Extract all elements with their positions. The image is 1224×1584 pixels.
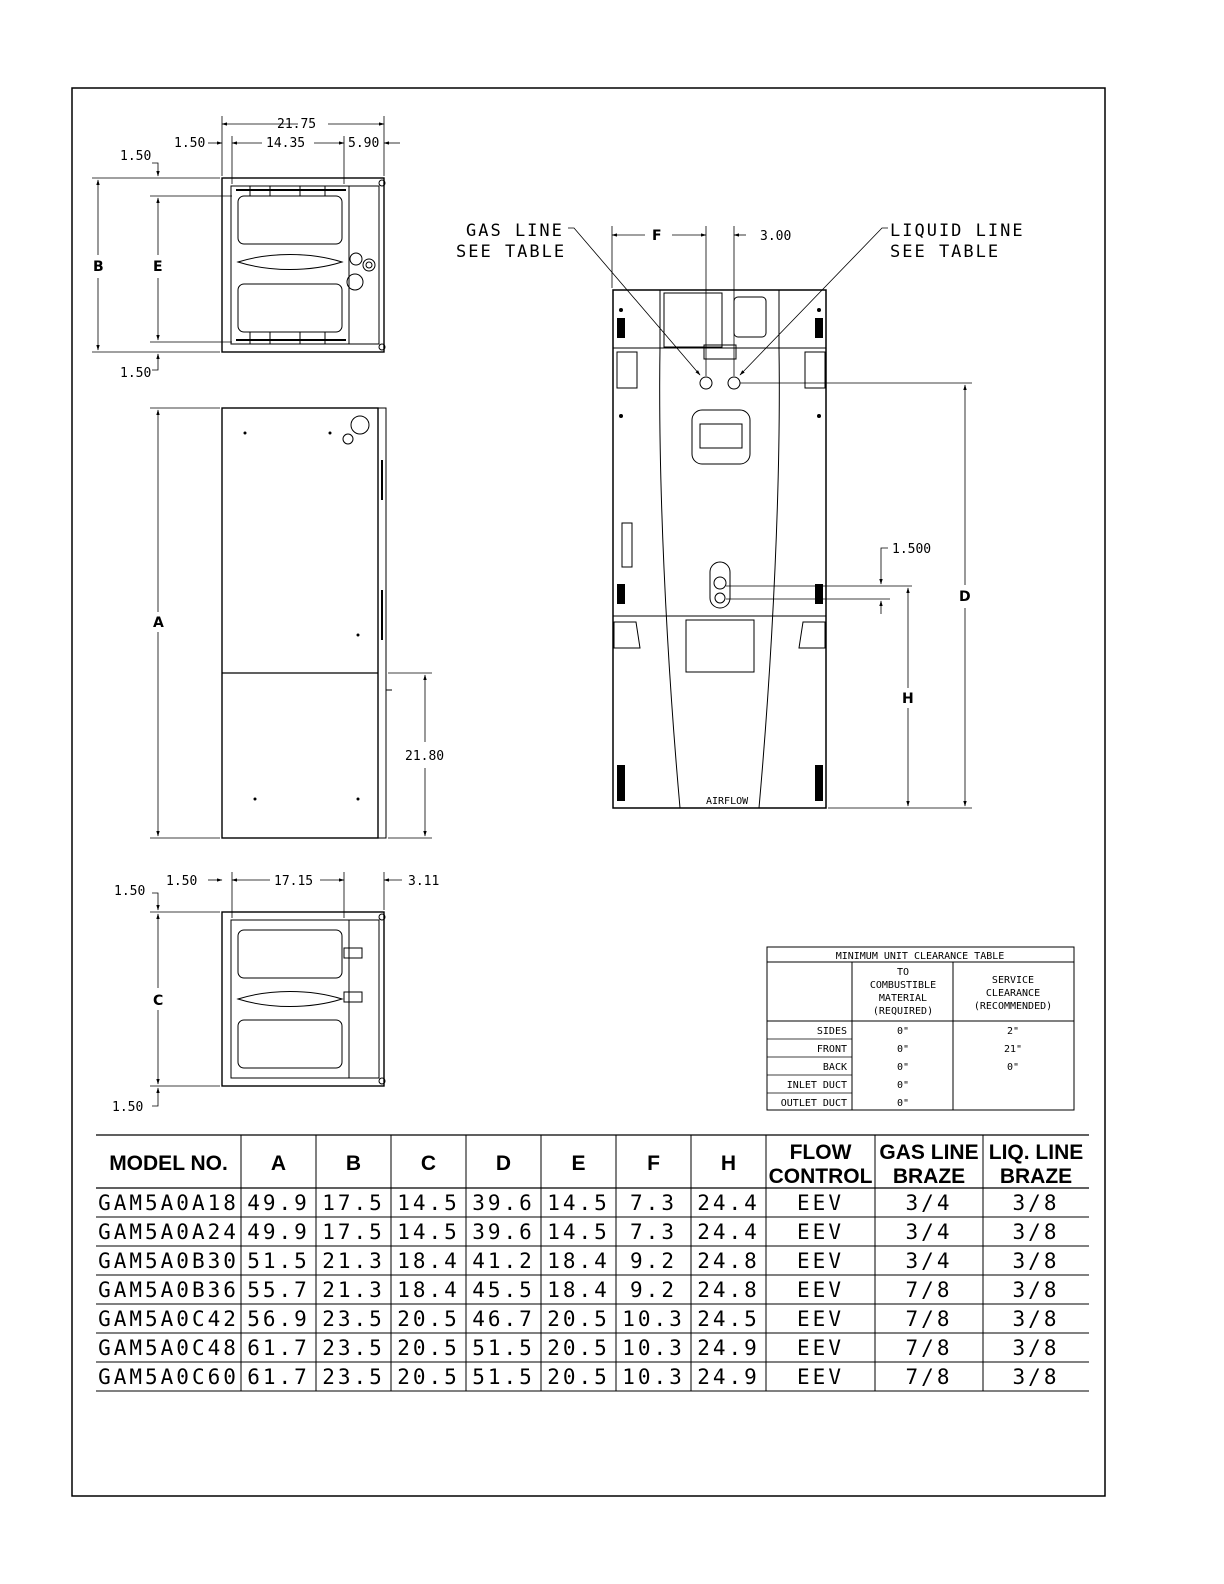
table-cell: 24.4 xyxy=(697,1220,760,1244)
clearance-row-label: SIDES xyxy=(816,1026,847,1037)
model-number-cell: GAM5A0C60 xyxy=(98,1365,239,1389)
clearance-row-label: BACK xyxy=(822,1062,847,1073)
table-cell: 10.3 xyxy=(622,1336,685,1360)
table-cell: EEV xyxy=(797,1278,844,1302)
table-header-cell: E xyxy=(571,1152,586,1175)
table-header-cell: F xyxy=(647,1152,660,1175)
table-header-cell: CONTROL xyxy=(768,1165,873,1188)
gas-line-label: GAS LINE xyxy=(466,221,564,241)
table-cell: 17.5 xyxy=(322,1220,385,1244)
table-cell: 3/4 xyxy=(905,1191,953,1215)
table-cell: 45.5 xyxy=(472,1278,535,1302)
table-cell: 39.6 xyxy=(472,1220,535,1244)
table-cell: EEV xyxy=(797,1249,844,1273)
table-cell: 21.3 xyxy=(322,1249,385,1273)
dim-bottom-bottom-offset: 1.50 xyxy=(112,1100,144,1115)
dim-top-offset: 1.50 xyxy=(120,149,152,164)
table-header-cell: FLOW xyxy=(789,1141,852,1164)
table-header-cell: C xyxy=(420,1152,437,1175)
table-cell: 61.7 xyxy=(247,1336,310,1360)
table-cell: 7.3 xyxy=(630,1191,677,1215)
table-cell: 18.4 xyxy=(547,1249,610,1273)
table-cell: 51.5 xyxy=(472,1336,535,1360)
dim-bottom-right-offset: 3.11 xyxy=(408,874,440,889)
table-cell: 3/8 xyxy=(1012,1249,1060,1273)
table-header-cell: GAS LINE xyxy=(879,1141,979,1164)
dim-bottom-offset: 1.50 xyxy=(120,366,152,381)
dim-letter-d: D xyxy=(959,589,971,605)
model-number-cell: GAM5A0C48 xyxy=(98,1336,239,1360)
dim-bottom-left-offset: 1.50 xyxy=(166,874,198,889)
table-cell: 41.2 xyxy=(472,1249,535,1273)
table-cell: 3/8 xyxy=(1012,1307,1060,1331)
table-cell: 10.3 xyxy=(622,1365,685,1389)
dim-left-offset: 1.50 xyxy=(174,136,206,151)
dim-letter-f: F xyxy=(652,228,662,244)
clearance-col2-line2: CLEARANCE xyxy=(985,988,1041,999)
liquid-line-label: LIQUID LINE xyxy=(890,221,1025,241)
table-cell: 49.9 xyxy=(247,1220,310,1244)
dim-overall-width: 21.75 xyxy=(277,117,317,132)
table-cell: EEV xyxy=(797,1307,844,1331)
table-cell: 24.4 xyxy=(697,1191,760,1215)
airflow-label: AIRFLOW xyxy=(706,796,749,807)
table-cell: 55.7 xyxy=(247,1278,310,1302)
dim-bottom-top-offset: 1.50 xyxy=(114,884,146,899)
dim-letter-c: C xyxy=(153,993,164,1009)
clearance-col2-line3: (RECOMMENDED) xyxy=(973,1001,1053,1012)
dim-inner-width: 14.35 xyxy=(266,136,306,151)
table-cell: 49.9 xyxy=(247,1191,310,1215)
top-view xyxy=(92,116,400,381)
clearance-col1-line2: COMBUSTIBLE xyxy=(869,980,937,991)
clearance-table-title: MINIMUM UNIT CLEARANCE TABLE xyxy=(835,951,1005,962)
table-cell: 14.5 xyxy=(397,1220,460,1244)
table-cell: 24.8 xyxy=(697,1249,760,1273)
table-header-cell: BRAZE xyxy=(999,1165,1073,1188)
clearance-col1-line4: (REQUIRED) xyxy=(872,1006,934,1017)
table-cell: EEV xyxy=(797,1336,844,1360)
table-cell: 23.5 xyxy=(322,1365,385,1389)
table-cell: 39.6 xyxy=(472,1191,535,1215)
dim-line-spacing: 3.00 xyxy=(760,229,792,244)
dim-letter-b: B xyxy=(93,259,104,275)
table-cell: 20.5 xyxy=(547,1365,610,1389)
clearance-row-label: INLET DUCT xyxy=(786,1080,847,1091)
dim-port-spacing: 1.500 xyxy=(892,542,932,557)
dim-right-offset: 5.90 xyxy=(348,136,380,151)
table-cell: 10.3 xyxy=(622,1307,685,1331)
dim-bottom-inner-width: 17.15 xyxy=(274,874,314,889)
table-cell: 24.8 xyxy=(697,1278,760,1302)
table-cell: 3/8 xyxy=(1012,1191,1060,1215)
table-cell: 14.5 xyxy=(397,1191,460,1215)
table-cell: 24.5 xyxy=(697,1307,760,1331)
table-cell: 23.5 xyxy=(322,1336,385,1360)
table-cell: 7/8 xyxy=(905,1365,953,1389)
table-cell: 23.5 xyxy=(322,1307,385,1331)
table-cell: 61.7 xyxy=(247,1365,310,1389)
table-cell: 46.7 xyxy=(472,1307,535,1331)
clearance-row-label: FRONT xyxy=(816,1044,847,1055)
dim-bottom-section: 21.80 xyxy=(405,749,445,764)
table-cell: 24.9 xyxy=(697,1336,760,1360)
table-cell: 51.5 xyxy=(472,1365,535,1389)
clearance-row-service: 2" xyxy=(1006,1026,1020,1037)
model-number-cell: GAM5A0B30 xyxy=(98,1249,239,1273)
table-cell: 18.4 xyxy=(397,1278,460,1302)
table-header-cell: D xyxy=(495,1152,512,1175)
table-cell: 20.5 xyxy=(547,1336,610,1360)
model-number-cell: GAM5A0C42 xyxy=(98,1307,239,1331)
table-cell: 9.2 xyxy=(630,1249,677,1273)
table-header-cell: B xyxy=(345,1152,362,1175)
clearance-row-required: 0" xyxy=(896,1098,910,1109)
table-cell: EEV xyxy=(797,1220,844,1244)
table-header-cell: MODEL NO. xyxy=(109,1152,228,1175)
clearance-col1-line3: MATERIAL xyxy=(878,993,928,1004)
table-cell: 7/8 xyxy=(905,1336,953,1360)
dim-letter-a: A xyxy=(153,615,164,631)
clearance-row-required: 0" xyxy=(896,1044,910,1055)
table-cell: 3/8 xyxy=(1012,1336,1060,1360)
table-cell: 56.9 xyxy=(247,1307,310,1331)
model-number-cell: GAM5A0B36 xyxy=(98,1278,239,1302)
clearance-col2-line1: SERVICE xyxy=(991,975,1035,986)
clearance-row-label: OUTLET DUCT xyxy=(780,1098,847,1109)
clearance-col1-line1: TO xyxy=(896,967,910,978)
table-cell: 51.5 xyxy=(247,1249,310,1273)
clearance-table xyxy=(767,947,1074,1110)
table-header-cell: A xyxy=(270,1152,287,1175)
table-cell: EEV xyxy=(797,1365,844,1389)
table-cell: 7/8 xyxy=(905,1278,953,1302)
table-cell: 20.5 xyxy=(397,1307,460,1331)
clearance-row-service: 21" xyxy=(1003,1044,1023,1055)
table-cell: 20.5 xyxy=(547,1307,610,1331)
table-cell: EEV xyxy=(797,1191,844,1215)
table-cell: 21.3 xyxy=(322,1278,385,1302)
table-header-cell: BRAZE xyxy=(892,1165,966,1188)
table-cell: 20.5 xyxy=(397,1365,460,1389)
table-cell: 24.9 xyxy=(697,1365,760,1389)
clearance-row-required: 0" xyxy=(896,1062,910,1073)
clearance-row-service: 0" xyxy=(1006,1062,1020,1073)
dim-letter-e: E xyxy=(153,259,163,275)
dim-letter-h: H xyxy=(902,691,914,707)
table-cell: 3/8 xyxy=(1012,1220,1060,1244)
table-cell: 18.4 xyxy=(397,1249,460,1273)
clearance-row-required: 0" xyxy=(896,1080,910,1091)
gas-line-note: SEE TABLE xyxy=(456,242,567,262)
table-cell: 7/8 xyxy=(905,1307,953,1331)
table-header-cell: LIQ. LINE xyxy=(988,1141,1084,1164)
model-number-cell: GAM5A0A18 xyxy=(98,1191,239,1215)
table-cell: 7.3 xyxy=(630,1220,677,1244)
table-cell: 17.5 xyxy=(322,1191,385,1215)
table-cell: 14.5 xyxy=(547,1191,610,1215)
liquid-line-note: SEE TABLE xyxy=(890,242,1001,262)
front-view xyxy=(456,221,1025,808)
table-cell: 3/4 xyxy=(905,1249,953,1273)
clearance-row-required: 0" xyxy=(896,1026,910,1037)
table-cell: 14.5 xyxy=(547,1220,610,1244)
table-header-cell: H xyxy=(720,1152,737,1175)
table-cell: 3/8 xyxy=(1012,1278,1060,1302)
table-cell: 3/4 xyxy=(905,1220,953,1244)
side-view xyxy=(150,408,444,838)
table-cell: 18.4 xyxy=(547,1278,610,1302)
model-dimension-table xyxy=(96,1135,1089,1391)
bottom-view xyxy=(112,872,439,1115)
model-number-cell: GAM5A0A24 xyxy=(98,1220,239,1244)
table-cell: 3/8 xyxy=(1012,1365,1060,1389)
table-cell: 9.2 xyxy=(630,1278,677,1302)
table-cell: 20.5 xyxy=(397,1336,460,1360)
